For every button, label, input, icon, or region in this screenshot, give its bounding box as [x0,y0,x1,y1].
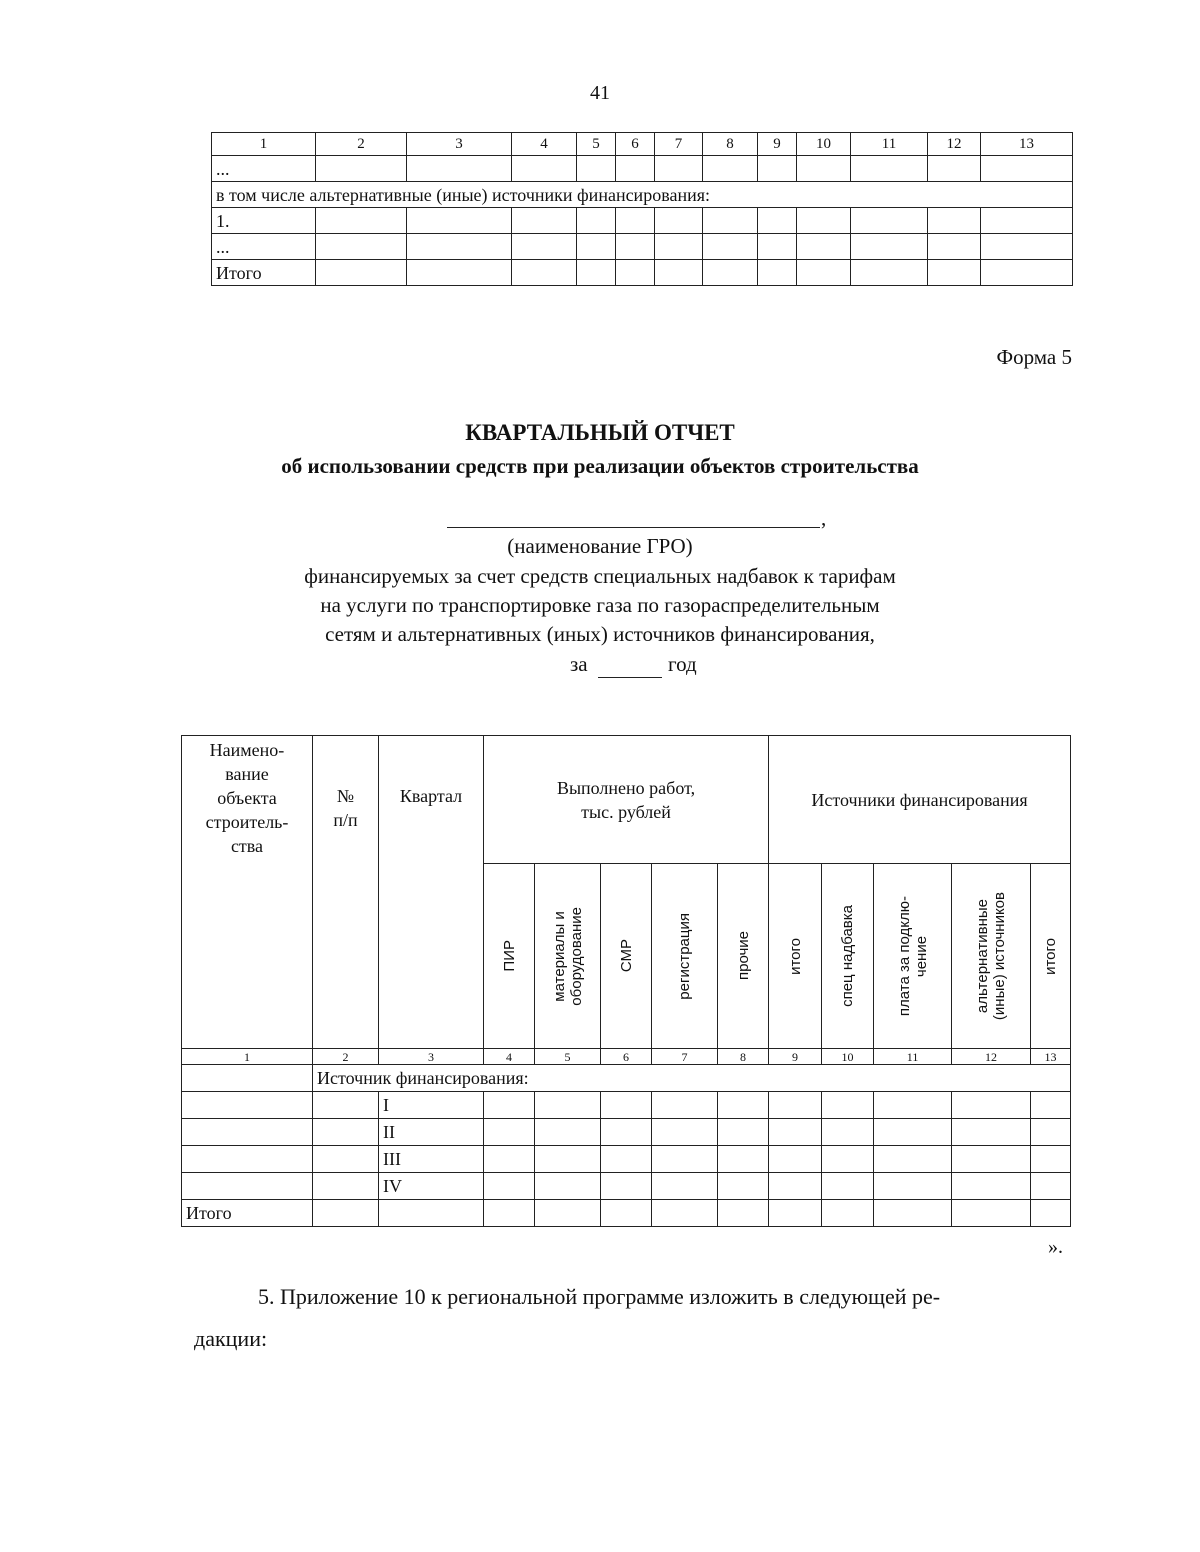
column-number: 6 [616,133,655,156]
paragraph-line: дакции: [194,1326,268,1351]
empty-cell[interactable] [769,1200,822,1227]
column-number: 5 [577,133,616,156]
empty-cell[interactable] [379,1200,484,1227]
empty-cell[interactable] [758,260,797,286]
column-number: 10 [797,133,851,156]
empty-cell[interactable] [316,208,407,234]
empty-cell[interactable] [758,208,797,234]
empty-cell[interactable] [601,1146,652,1173]
gro-caption: (наименование ГРО) [507,534,693,558]
total-label: Итого [182,1200,313,1227]
subheader-cell [535,864,601,1049]
empty-cell[interactable] [822,1200,874,1227]
subheader-label: спец надбавка [839,905,857,1007]
empty-cell[interactable] [769,1092,822,1119]
column-number: 13 [981,133,1073,156]
empty-cell[interactable] [512,260,577,286]
empty-cell[interactable] [316,260,407,286]
column-number: 12 [928,133,981,156]
empty-cell[interactable] [851,234,928,260]
column-number: 3 [379,1049,484,1065]
empty-cell[interactable] [484,1092,535,1119]
empty-cell[interactable] [703,156,758,182]
empty-cell[interactable] [981,208,1073,234]
table-row [212,182,1073,208]
column-number: 4 [484,1049,535,1065]
year-suffix: год [668,652,697,676]
empty-cell[interactable] [535,1173,601,1200]
empty-cell[interactable] [981,260,1073,286]
empty-cell[interactable] [182,1092,313,1119]
empty-cell[interactable] [703,234,758,260]
empty-cell[interactable] [928,234,981,260]
empty-cell[interactable] [655,234,703,260]
subheader-label: итого [1042,937,1060,975]
empty-cell[interactable] [182,1119,313,1146]
column-number: 2 [316,133,407,156]
empty-cell[interactable] [616,260,655,286]
header-funding-sources: Источники финансирования [769,736,1071,864]
empty-cell[interactable] [313,1200,379,1227]
total-row [182,1200,1071,1227]
subheader-label: итого [786,937,804,975]
empty-cell[interactable] [652,1119,718,1146]
empty-cell[interactable] [874,1119,952,1146]
empty-cell[interactable] [535,1092,601,1119]
column-number: 5 [535,1049,601,1065]
empty-cell[interactable] [928,208,981,234]
empty-cell[interactable] [182,1146,313,1173]
empty-cell[interactable] [928,156,981,182]
subheader-cell [874,864,952,1049]
empty-cell[interactable] [601,1119,652,1146]
subheader-label: материалы и оборудование [550,906,585,1006]
quarterly-report-table [181,735,1071,1227]
comma: , [821,506,827,530]
empty-cell[interactable] [952,1146,1031,1173]
row-label: 1. [212,208,316,234]
paragraph-line: 5. Приложение 10 к региональной программе изложить в следующей ре- [258,1284,941,1309]
subheader-cell [769,864,822,1049]
header-works-done: Выполнено работ, тыс. рублей [484,736,769,864]
quarter-label: I [379,1092,484,1119]
empty-cell[interactable] [874,1146,952,1173]
empty-cell[interactable] [769,1146,822,1173]
column-number: 3 [407,133,512,156]
empty-cell[interactable] [407,208,512,234]
subheader-label: ПИР [500,940,518,972]
empty-cell[interactable] [535,1119,601,1146]
empty-cell[interactable] [652,1200,718,1227]
empty-cell[interactable] [874,1092,952,1119]
empty-cell[interactable] [718,1119,769,1146]
quarter-label: III [379,1146,484,1173]
empty-cell[interactable] [703,208,758,234]
empty-cell[interactable] [313,1119,379,1146]
subheader-label: регистрация [676,912,693,1000]
empty-cell[interactable] [652,1173,718,1200]
column-number: 12 [952,1049,1031,1065]
empty-cell[interactable] [851,208,928,234]
empty-cell[interactable] [316,234,407,260]
empty-cell[interactable] [797,156,851,182]
empty-cell[interactable] [1031,1173,1071,1200]
column-number: 9 [758,133,797,156]
empty-cell[interactable] [616,208,655,234]
empty-cell[interactable] [484,1200,535,1227]
report-title: КВАРТАЛЬНЫЙ ОТЧЕТ [465,420,735,445]
empty-cell[interactable] [822,1146,874,1173]
column-number: 10 [822,1049,874,1065]
column-number: 11 [851,133,928,156]
empty-cell[interactable] [407,260,512,286]
empty-cell[interactable] [512,156,577,182]
column-number: 1 [212,133,316,156]
empty-cell[interactable] [797,208,851,234]
empty-cell[interactable] [769,1173,822,1200]
row-label: ... [212,234,316,260]
subheader-cell [822,864,874,1049]
empty-cell[interactable] [512,208,577,234]
subheader-label: альтернативные (иные) источников [974,891,1009,1021]
empty-cell[interactable] [535,1200,601,1227]
empty-cell[interactable] [758,234,797,260]
empty-cell[interactable] [601,1200,652,1227]
quarter-label: II [379,1119,484,1146]
quarter-label: IV [379,1173,484,1200]
empty-cell[interactable] [655,208,703,234]
empty-cell[interactable] [1031,1119,1071,1146]
empty-cell[interactable] [981,156,1073,182]
source-label: Источник финансирования: [313,1065,1071,1092]
empty-cell[interactable] [484,1119,535,1146]
continuation-table [211,132,1073,286]
subheader-cell [484,864,535,1049]
description-line: финансируемых за счет средств специальных надбавок к тарифам [304,564,896,588]
page-number: 41 [590,82,610,104]
empty-cell[interactable] [577,208,616,234]
year-prefix: за [570,652,588,676]
column-number: 2 [313,1049,379,1065]
empty-cell[interactable] [535,1146,601,1173]
empty-cell[interactable] [616,234,655,260]
column-number: 7 [652,1049,718,1065]
empty-cell[interactable] [718,1146,769,1173]
header-number: № п/п [313,736,379,1049]
closing-quote: ». [1048,1236,1063,1258]
empty-cell[interactable] [316,156,407,182]
table-row [212,208,1073,234]
empty-cell[interactable] [512,234,577,260]
row-label: ... [212,156,316,182]
empty-cell[interactable] [718,1092,769,1119]
column-number: 1 [182,1049,313,1065]
subheader-label: плата за подклю- чение [895,895,930,1017]
empty-cell[interactable] [1031,1092,1071,1119]
subheader-cell [601,864,652,1049]
empty-cell[interactable] [769,1119,822,1146]
column-number: 6 [601,1049,652,1065]
empty-cell[interactable] [822,1173,874,1200]
empty-cell[interactable] [981,234,1073,260]
subheader-label: прочие [734,931,752,981]
empty-cell[interactable] [313,1092,379,1119]
row-label: Итого [212,260,316,286]
empty-cell[interactable] [1031,1146,1071,1173]
subheader-cell [952,864,1031,1049]
table-row [212,260,1073,286]
empty-cell[interactable] [407,156,512,182]
empty-cell[interactable] [851,260,928,286]
subheader-cell [1031,864,1071,1049]
empty-cell[interactable] [822,1119,874,1146]
description-line: сетям и альтернативных (иных) источников финансирования, [325,622,875,646]
empty-cell[interactable] [407,234,512,260]
quarter-row [182,1173,1071,1200]
column-number: 9 [769,1049,822,1065]
header-quarter: Квартал [379,736,484,1049]
empty-cell[interactable] [484,1146,535,1173]
empty-cell[interactable] [601,1092,652,1119]
description-line: на услуги по транспортировке газа по газораспределительным [320,593,880,617]
empty-cell[interactable] [484,1173,535,1200]
empty-cell[interactable] [652,1146,718,1173]
table-row [212,156,1073,182]
empty-cell[interactable] [952,1200,1031,1227]
quarter-row [182,1146,1071,1173]
empty-cell[interactable] [874,1173,952,1200]
empty-cell[interactable] [601,1173,652,1200]
empty-cell[interactable] [952,1119,1031,1146]
empty-cell[interactable] [577,156,616,182]
empty-cell[interactable] [851,156,928,182]
year-blank[interactable] [598,677,662,678]
empty-cell[interactable] [577,234,616,260]
empty-cell[interactable] [655,260,703,286]
empty-cell[interactable] [182,1065,313,1092]
empty-cell[interactable] [313,1173,379,1200]
empty-cell[interactable] [952,1173,1031,1200]
empty-cell[interactable] [616,156,655,182]
subheader-label: СМР [617,939,635,973]
empty-cell[interactable] [652,1092,718,1119]
gro-name-blank[interactable] [447,527,820,528]
column-number: 11 [874,1049,952,1065]
column-number: 8 [703,133,758,156]
empty-cell[interactable] [1031,1200,1071,1227]
subheader-cell [718,864,769,1049]
header-object-name: Наимено- вание объекта строитель- ства [182,736,313,1049]
empty-cell[interactable] [703,260,758,286]
empty-cell[interactable] [313,1146,379,1173]
quarter-row [182,1092,1071,1119]
form-label: Форма 5 [996,345,1072,369]
empty-cell[interactable] [655,156,703,182]
column-number: 13 [1031,1049,1071,1065]
empty-cell[interactable] [718,1173,769,1200]
empty-cell[interactable] [718,1200,769,1227]
empty-cell[interactable] [758,156,797,182]
span-row-label: в том числе альтернативные (иные) источники финансирования: [212,182,1073,208]
empty-cell[interactable] [797,260,851,286]
empty-cell[interactable] [952,1092,1031,1119]
column-number-row [212,133,1073,156]
empty-cell[interactable] [577,260,616,286]
empty-cell[interactable] [797,234,851,260]
empty-cell[interactable] [182,1173,313,1200]
subheader-cell [652,864,718,1049]
empty-cell[interactable] [874,1200,952,1227]
report-subtitle: об использовании средств при реализации объектов строительства [281,454,919,478]
column-number: 8 [718,1049,769,1065]
empty-cell[interactable] [928,260,981,286]
quarter-row [182,1119,1071,1146]
column-number: 7 [655,133,703,156]
column-number: 4 [512,133,577,156]
table-row [212,234,1073,260]
empty-cell[interactable] [822,1092,874,1119]
